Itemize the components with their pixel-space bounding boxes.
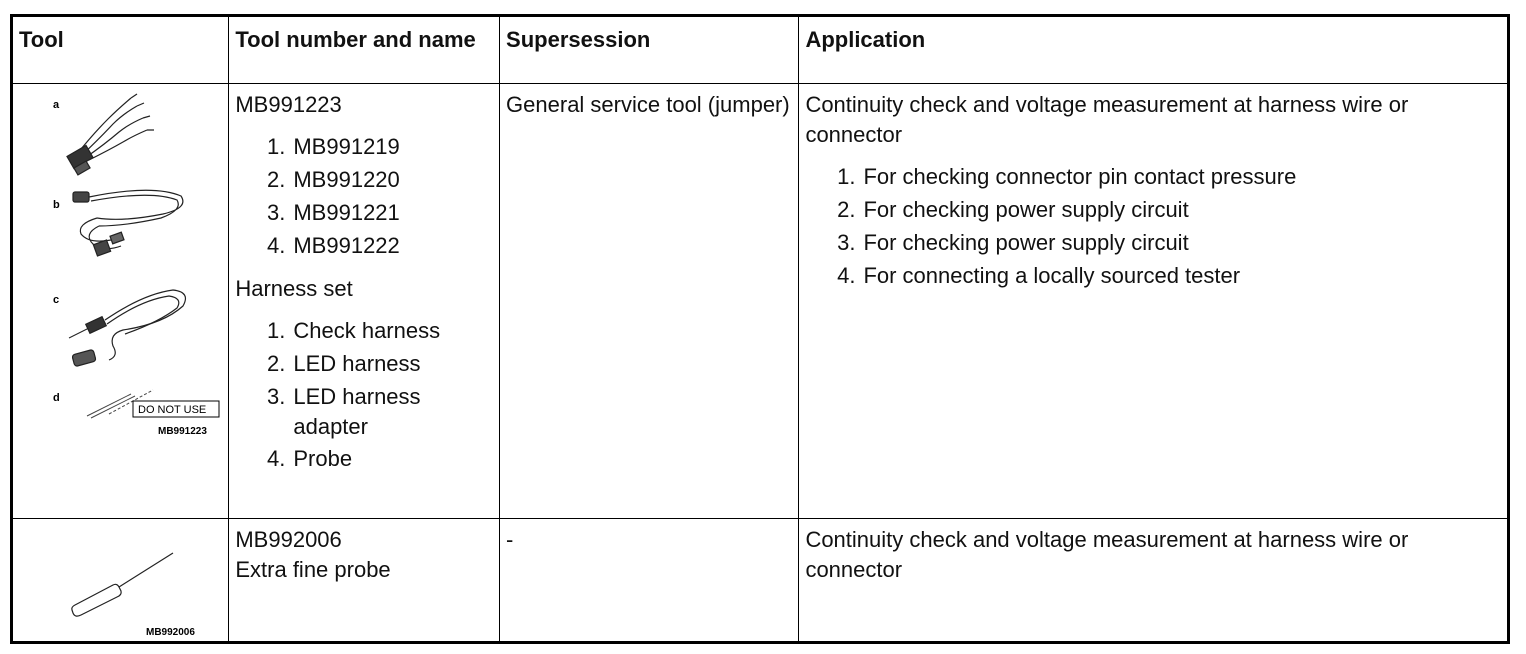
figure-code: MB991223 xyxy=(158,426,207,437)
tool-number-name-cell xyxy=(229,84,500,519)
list-item: 4. For connecting a locally sourced tester xyxy=(837,263,1241,288)
figure-label-a: a xyxy=(53,99,60,111)
list-item: 4. Probe xyxy=(267,446,353,471)
tool-number: MB991223 xyxy=(235,92,342,117)
tool-figure-cell xyxy=(12,519,229,643)
supersession-text: - xyxy=(506,527,514,552)
header-supersession: Supersession xyxy=(500,16,799,84)
extra-fine-probe-drawing xyxy=(72,553,173,616)
table-row xyxy=(12,84,1509,519)
list-item: 1. MB991219 xyxy=(267,134,400,159)
led-harness-adapter-drawing xyxy=(69,290,185,367)
supersession-text: General service tool (jumper) xyxy=(506,92,790,117)
tool-number-name-cell xyxy=(229,519,500,643)
application-cell xyxy=(799,84,1509,519)
figure-code: MB992006 xyxy=(146,627,195,638)
application-list xyxy=(805,160,1501,292)
list-item: 1. Check harness xyxy=(267,318,441,343)
supersession-cell xyxy=(500,519,799,643)
figure-label-b: b xyxy=(53,199,60,211)
list-item: 3. MB991221 xyxy=(267,200,400,225)
application-cell xyxy=(799,519,1509,643)
special-tools-table xyxy=(10,14,1510,644)
list-item: 2. LED harness xyxy=(267,351,421,376)
list-item: 2. For checking power supply circuit xyxy=(837,197,1189,222)
list-item: 1. For checking connector pin contact pressure xyxy=(837,164,1297,189)
led-harness-drawing xyxy=(73,190,183,256)
check-harness-drawing xyxy=(67,94,154,175)
supersession-cell xyxy=(500,84,799,519)
do-not-use-label: DO NOT USE xyxy=(138,404,207,416)
list-item: 2. MB991220 xyxy=(267,167,400,192)
harness-set-illustration xyxy=(13,84,237,518)
list-item: 4. MB991222 xyxy=(267,233,400,258)
header-application: Application xyxy=(799,16,1509,84)
tool-number: MB992006 xyxy=(235,527,342,552)
list-item: 3. LED harness adapter xyxy=(267,384,421,439)
application-text: Continuity check and voltage measurement at harness wire or connector xyxy=(805,527,1409,582)
header-tool: Tool xyxy=(12,16,229,84)
extra-fine-probe-illustration xyxy=(13,519,237,643)
tool-name-list xyxy=(235,314,493,475)
list-item: 3. For checking power supply circuit xyxy=(837,230,1189,255)
tool-name: Extra fine probe xyxy=(235,557,391,582)
application-text: Continuity check and voltage measurement at harness wire or connector xyxy=(805,92,1409,147)
header-tool-number-name: Tool number and name xyxy=(229,16,500,84)
table-row xyxy=(12,519,1509,643)
tool-figure-cell xyxy=(12,84,229,519)
tool-name: Harness set xyxy=(235,276,353,301)
tool-number-list xyxy=(235,130,493,262)
figure-label-d: d xyxy=(53,392,60,404)
header-row xyxy=(12,16,1509,84)
figure-label-c: c xyxy=(53,294,60,306)
